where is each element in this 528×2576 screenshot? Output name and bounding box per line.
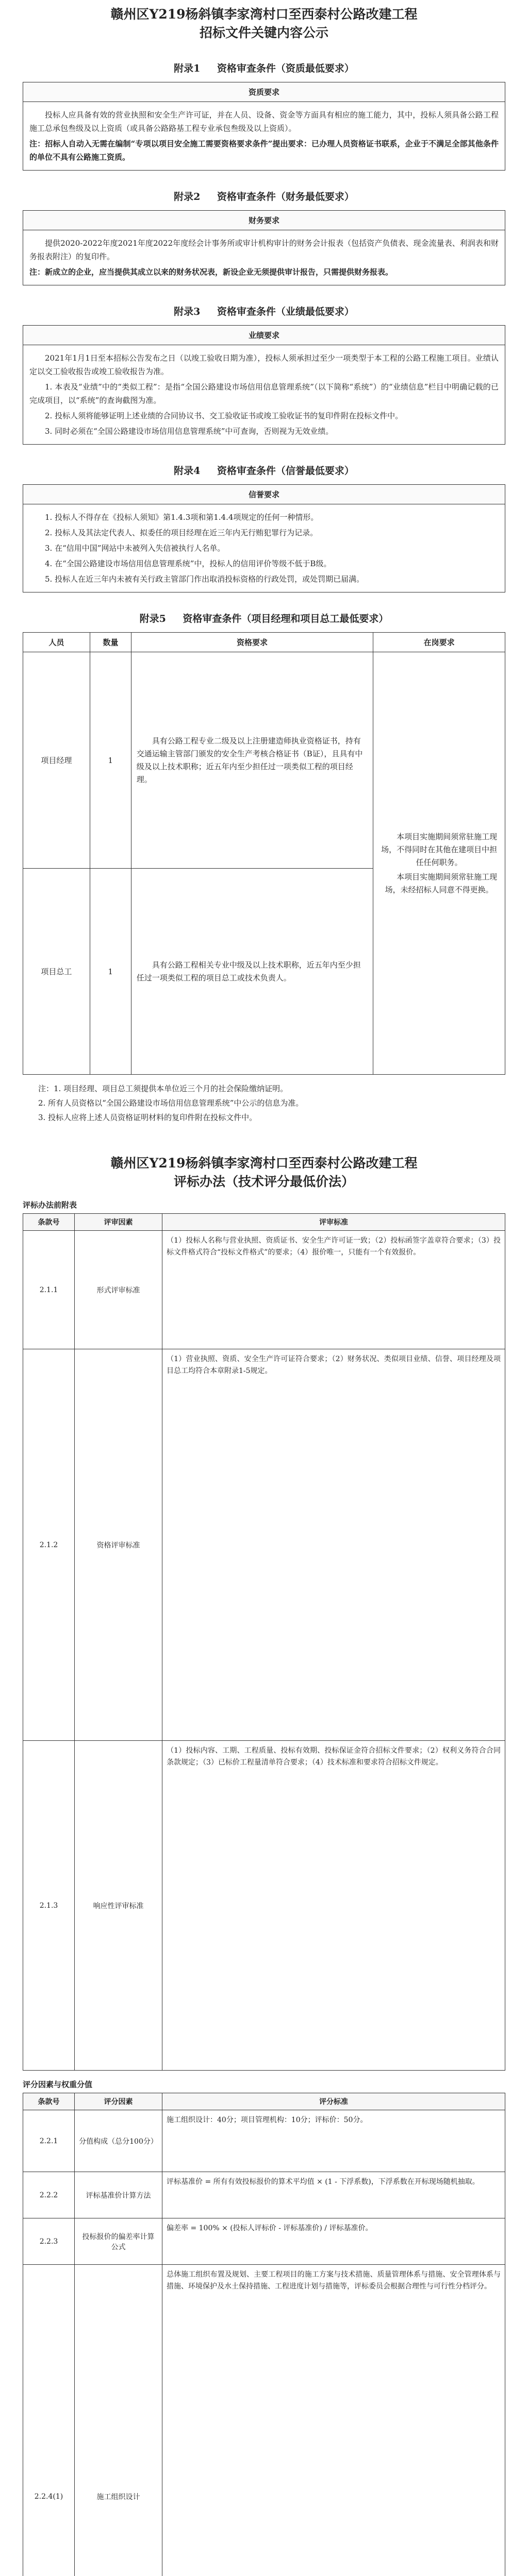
appendix4-p1: 1. 投标人不得存在《投标人须知》第1.4.3项和第1.4.4项规定的任何一种情形。: [45, 513, 319, 522]
appendix3-p4: 3. 同时必须在“全国公路建设市场信用信息管理系统”中可查询，否则视为无效业绩。: [45, 427, 334, 436]
eval2-row1-no: 2.2.1: [23, 2110, 75, 2172]
eval2-row3-std-cell: [162, 2218, 505, 2265]
eval2-row1-std: 施工组织设计：40分；项目管理机构：10分；评标价：50分。: [167, 2116, 368, 2124]
eval1-row2-factor: 资格评审标准: [75, 1349, 162, 1741]
appendix5-row2-req-cell: [131, 869, 373, 1075]
appendix4-p2: 2. 投标人及其法定代表人、拟委任的项目经理在近三年内无行贿犯罪行为记录。: [45, 528, 318, 537]
appendix1-name: 资格审查条件（资质最低要求）: [217, 63, 354, 74]
appendix3-p1: 2021年1月1日至本招标公告发布之日（以竣工验收日期为准），投标人须承担过至少一项类型于本工程的公路工程施工项目。业绩认定以交工验收报告或竣工验收报告为准。: [29, 353, 499, 376]
eval1-row3-no: 2.1.3: [23, 1741, 75, 2071]
appendix5-header-role: 人员: [23, 633, 90, 652]
eval-title-line1: 赣州区Y219杨斜镇李家湾村口至西泰村公路改建工程: [110, 1156, 418, 1171]
appendix5-row1-count: 1: [90, 652, 131, 869]
eval1-row3-std: （1）投标内容、工期、工程质量、投标有效期、投标保证金符合招标文件要求；（2）权利义务符合合同条款规定；（3）已标价工程量清单符合要求；（4）技术标准和要求符合招标文件规定。: [167, 1747, 501, 1767]
appendix1-index: 附录1: [174, 63, 201, 74]
eval1-row3-factor: 响应性评审标准: [75, 1741, 162, 2071]
eval1-header-no: 条款号: [23, 1214, 75, 1231]
doc-title-line1: 赣州区Y219杨斜镇李家湾村口至西泰村公路改建工程: [110, 7, 418, 22]
eval2-row2-std-cell: [162, 2172, 505, 2218]
appendix5-row1-req-cell: [131, 652, 373, 869]
appendix4-name: 资格审查条件（信誉最低要求）: [217, 465, 354, 477]
eval2-header-no: 条款号: [23, 2093, 75, 2110]
appendix5-row2-count: 1: [90, 869, 131, 1075]
appendix2-name: 资格审查条件（财务最低要求）: [217, 191, 354, 202]
notes-p2: 2. 所有人员资格以“全国公路建设市场信用信息管理系统”中公示的信息为准。: [38, 1098, 304, 1108]
table-row: [23, 652, 505, 869]
eval2-row1-std-cell: [162, 2110, 505, 2172]
appendix3-body: [23, 345, 505, 445]
appendix4-index: 附录4: [174, 465, 201, 477]
eval1-row1-no: 2.1.1: [23, 1231, 75, 1349]
appendix3-p3: 2. 投标人须将能够证明上述业绩的合同协议书、交工验收证书或竣工验收证书的复印件附在投标文件中。: [45, 411, 403, 420]
appendix2-body: [23, 230, 505, 285]
appendix3-col-header: 业绩要求: [23, 326, 505, 345]
appendix4-body: [23, 504, 505, 592]
appendix2-index: 附录2: [174, 191, 201, 202]
eval-title-line2: 评标办法（技术评分最低价法）: [173, 1174, 354, 1189]
eval-sub1: 评标办法前附表: [23, 1200, 77, 1210]
appendix5-header-req: 资格要求: [131, 633, 373, 652]
eval2-header-std: 评分标准: [162, 2093, 505, 2110]
appendix5-header-duty: 在岗要求: [373, 633, 505, 652]
table-row: [23, 2265, 505, 2576]
eval-table-2: [23, 2093, 505, 2576]
eval1-row1-factor: 形式评审标准: [75, 1231, 162, 1349]
eval2-row3-std: 偏差率 = 100% × (投标人评标价 - 评标基准价) / 评标基准价。: [167, 2224, 373, 2232]
appendix4-p5: 5. 投标人在近三年内未被有关行政主管部门作出取消投标资格的行政处罚，或处罚期已届满。: [45, 574, 365, 584]
eval1-row1-std: （1）投标人名称与营业执照、资质证书、安全生产许可证一致；（2）投标函签字盖章符合要求；（3）投标文件格式符合“投标文件格式”的要求；（4）报价唯一，只能有一个有效报价。: [167, 1236, 501, 1257]
appendix5-header-count: 数量: [90, 633, 131, 652]
eval1-header-factor: 评审因素: [75, 1214, 162, 1231]
table-row: [23, 1741, 505, 2071]
appendix4-heading: [0, 463, 528, 477]
appendix5-row2-req: 具有公路工程相关专业中级及以上技术职称，近五年内至少担任过一项类似工程的项目总工或技术负责人。: [136, 960, 361, 982]
appendix2-table: [23, 210, 505, 285]
appendix5-row2-role: 项目总工: [23, 869, 90, 1075]
appendix3-index: 附录3: [174, 306, 201, 317]
appendix1-heading: [0, 61, 528, 75]
appendix5-row1-role: 项目经理: [23, 652, 90, 869]
eval2-row1-factor: 分值构成（总分100分）: [75, 2110, 162, 2172]
appendix4-p3: 3. 在“信用中国”网站中未被列入失信被执行人名单。: [45, 544, 225, 553]
eval2-row2-std: 评标基准价 = 所有有效投标报价的算术平均值 × (1 - 下浮系数)，下浮系数在开标现场随机抽取。: [167, 2178, 480, 2186]
appendix2-heading: [0, 189, 528, 203]
eval2-row2-no: 2.2.2: [23, 2172, 75, 2218]
eval1-row2-no: 2.1.2: [23, 1349, 75, 1741]
table-row: [23, 1349, 505, 1741]
appendix2-col-header: 财务要求: [23, 211, 505, 230]
appendix5-notes: [23, 1082, 505, 1124]
appendix5-index: 附录5: [139, 613, 166, 624]
appendix4-col-header: 信誉要求: [23, 485, 505, 504]
appendix5-heading: [0, 611, 528, 625]
eval-sub2: 评分因素与权重分值: [23, 2080, 93, 2089]
table-row: [23, 2110, 505, 2172]
appendix1-p2: 注：招标人自动入无需在编制“专项以项目安全施工需要资格要求条件”提出要求：已办理人员资格证书联系，企业于不满足全部其他条件的单位不具有公路施工资质。: [29, 139, 499, 162]
table-row: [23, 1231, 505, 1349]
appendix5-row1-req: 具有公路工程专业二级及以上注册建造师执业资格证书，持有交通运输主管部门颁发的安全生产考核合格证书（B证），且具有中级及以上技术职称；近五年内至少担任过一项类似工程的项目经理。: [136, 736, 363, 784]
appendix5-row1-duty: 本项目实施期间须常驻施工现场，不得同时在其他在建项目中担任任何职务。: [381, 832, 498, 867]
eval2-header-factor: 评分因素: [75, 2093, 162, 2110]
eval2-row4-no: 2.2.4(1): [23, 2265, 75, 2576]
appendix4-p4: 4. 在“全国公路建设市场信用信息管理系统”中，投标人的信用评价等级不低于B级。: [45, 559, 332, 568]
table-row: [23, 2172, 505, 2218]
appendix5-name: 资格审查条件（项目经理和项目总工最低要求）: [183, 613, 389, 624]
eval2-row2-factor: 评标基准价计算方法: [75, 2172, 162, 2218]
appendix1-col-header: 资质要求: [23, 82, 505, 102]
table-row: [23, 2218, 505, 2265]
eval2-row4-std-cell: [162, 2265, 505, 2576]
appendix4-table: [23, 484, 505, 592]
appendix5-table: [23, 632, 505, 1075]
notes-p3: 3. 投标人应将上述人员资格证明材料的复印件附在投标文件中。: [38, 1113, 257, 1122]
eval2-row3-factor: 投标报价的偏差率计算公式: [75, 2218, 162, 2265]
eval1-row2-std: （1）营业执照、资质、安全生产许可证符合要求；（2）财务状况、类似项目业绩、信誉、项目经理及项目总工均符合本章附录1-5规定。: [167, 1355, 501, 1375]
appendix1-table: [23, 82, 505, 171]
appendix2-p2: 注：新成立的企业，应当提供其成立以来的财务状况表，新设企业无须提供审计报告，只需提供财务报表。: [29, 267, 393, 277]
eval2-row4-factor: 施工组织设计: [75, 2265, 162, 2576]
appendix3-p2: 1. 本表及“业绩”中的“类似工程”：是指“全国公路建设市场信用信息管理系统”（以下简称“系统”）的“业绩信息”栏目中明确记载的已完成项目，以“系统”的查询截图为准。: [29, 382, 499, 405]
appendix1-p1: 投标人应具备有效的营业执照和安全生产许可证，并在人员、设备、资金等方面具有相应的施工能力，其中，投标人须具备公路工程施工总承包叁级及以上资质（或具备公路路基工程专业承包叁级及以上资质）。: [29, 110, 499, 133]
appendix1-body: [23, 102, 505, 171]
eval1-row2-std-cell: [162, 1349, 505, 1741]
eval1-row3-std-cell: [162, 1741, 505, 2071]
appendix2-p1: 提供2020-2022年度2021年度2022年度经会计事务所或审计机构审计的财务会计报表（包括资产负债表、现金流量表、利润表和财务报表附注）的复印件。: [29, 239, 499, 261]
appendix5-row1-duty-cell: [373, 652, 505, 1075]
eval1-header-std: 评审标准: [162, 1214, 505, 1231]
appendix3-table: [23, 325, 505, 445]
eval-table-1: [23, 1213, 505, 2071]
appendix3-heading: [0, 304, 528, 318]
notes-p1: 注：1. 项目经理、项目总工须提供本单位近三个月的社会保险缴纳证明。: [38, 1084, 288, 1093]
eval2-row3-no: 2.2.3: [23, 2218, 75, 2265]
doc-title-line2: 招标文件关键内容公示: [199, 25, 328, 40]
appendix3-name: 资格审查条件（业绩最低要求）: [217, 306, 354, 317]
appendix5-row2-duty: 本项目实施期间须常驻施工现场，未经招标人同意不得更换。: [385, 872, 498, 894]
eval2-row4-std: 总体施工组织布置及规划、主要工程项目的施工方案与技术措施、质量管理体系与措施、安全管理体系与措施、环境保护及水土保持措施、工程进度计划与措施等，评标委员会根据合理性与可行性分档评分。: [167, 2270, 501, 2291]
eval1-row1-std-cell: [162, 1231, 505, 1349]
